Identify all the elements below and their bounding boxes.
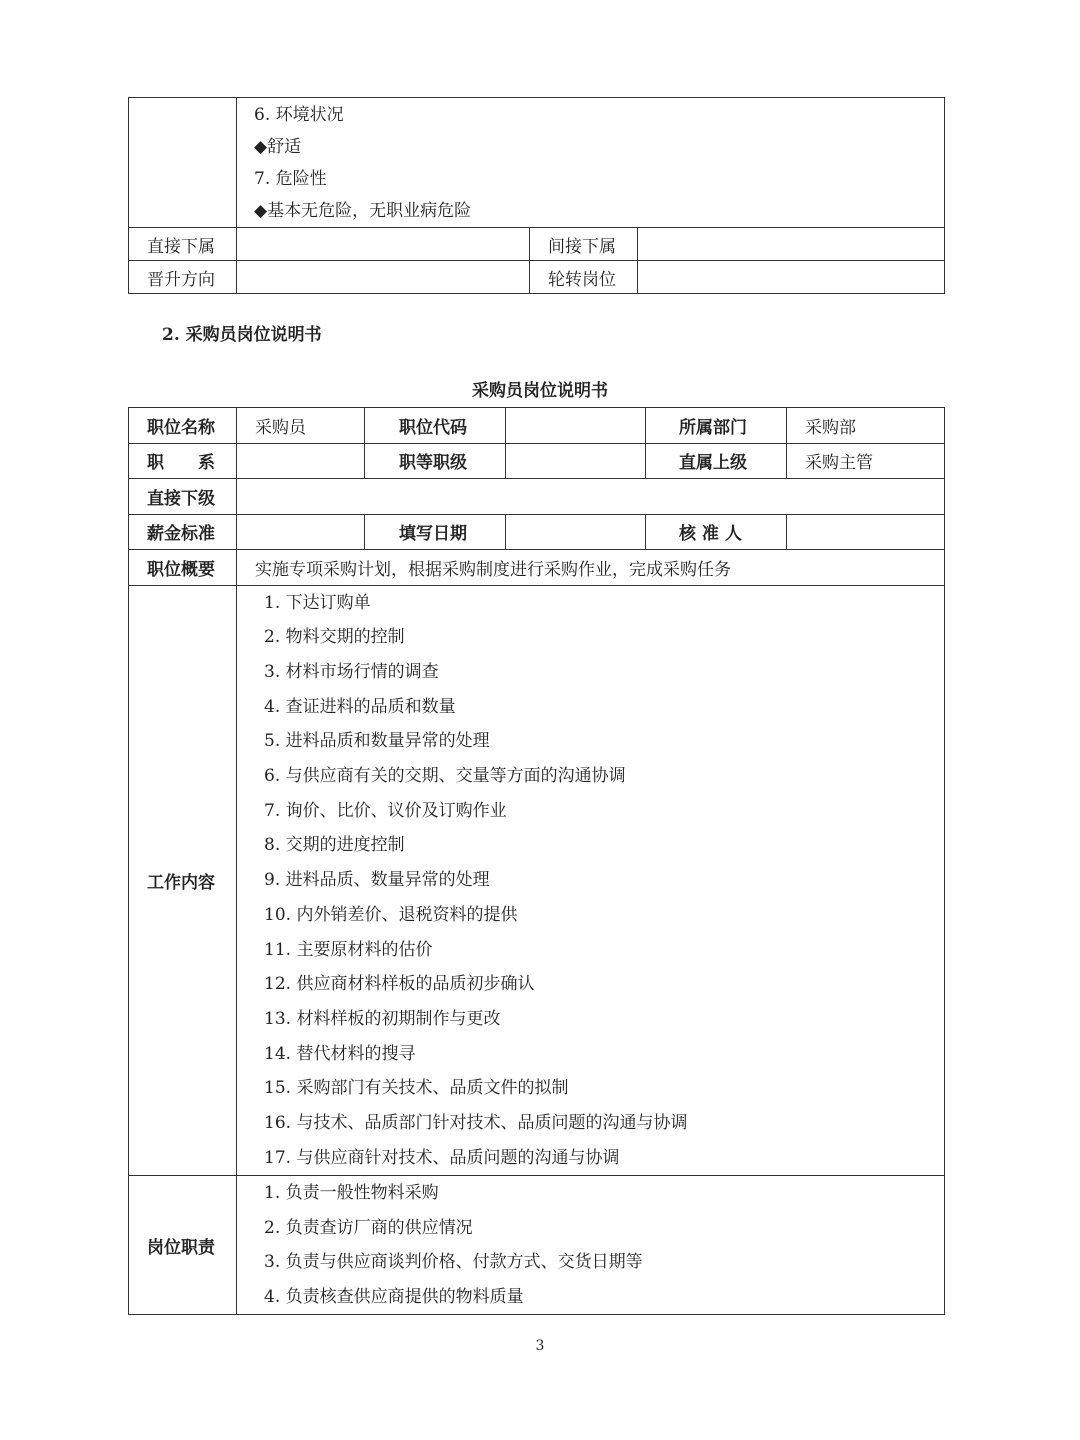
work-content-item: 17. 与供应商针对技术、品质问题的沟通与协调: [264, 1147, 620, 1168]
salary-label: 薪金标准: [129, 514, 237, 550]
grade-label: 职等职级: [365, 443, 506, 479]
series-value: [237, 443, 365, 479]
environment-line: ◆舒适: [254, 137, 302, 157]
grade-value: [506, 443, 646, 479]
duties-item: 1. 负责一般性物料采购: [264, 1183, 439, 1204]
position-name-label: 职位名称: [129, 408, 237, 444]
direct-subordinate-value: [237, 228, 530, 261]
work-content-label: 工作内容: [129, 585, 237, 1176]
environment-cell: [237, 98, 945, 228]
work-content-item: 1. 下达订购单: [264, 592, 371, 613]
series-label: 职 系: [129, 443, 237, 479]
summary-label: 职位概要: [129, 550, 237, 586]
duties-label: 岗位职责: [129, 1176, 237, 1315]
section-heading: 2. 采购员岗位说明书: [162, 325, 322, 345]
work-content-item: 12. 供应商材料样板的品质初步确认: [264, 974, 535, 995]
work-content-item: 15. 采购部门有关技术、品质文件的拟制: [264, 1078, 569, 1099]
work-content-list: [237, 585, 945, 1176]
duties-item: 3. 负责与供应商谈判价格、付款方式、交货日期等: [264, 1252, 643, 1273]
subordinate-label: 直接下级: [129, 479, 237, 515]
purchaser-job-table: [128, 407, 945, 1315]
subordinate-value: [237, 479, 945, 515]
work-content-item: 8. 交期的进度控制: [264, 835, 405, 856]
duties-item: 2. 负责查访厂商的供应情况: [264, 1217, 473, 1238]
environment-line: 6. 环境状况: [254, 105, 344, 125]
work-content-item: 10. 内外销差价、退税资料的提供: [264, 904, 518, 925]
superior-label: 直属上级: [646, 443, 787, 479]
position-code-label: 职位代码: [365, 408, 506, 444]
work-content-item: 4. 查证进料的品质和数量: [264, 696, 456, 717]
fill-date-label: 填写日期: [365, 514, 506, 550]
fill-date-value: [506, 514, 646, 550]
rotation-value: [638, 261, 945, 294]
promotion-value: [237, 261, 530, 294]
work-content-item: 5. 进料品质和数量异常的处理: [264, 731, 490, 752]
work-content-item: 13. 材料样板的初期制作与更改: [264, 1008, 501, 1029]
work-content-item: 9. 进料品质、数量异常的处理: [264, 870, 490, 891]
position-code-value: [506, 408, 646, 444]
direct-subordinate-label: 直接下属: [129, 228, 237, 261]
previous-position-table: [128, 97, 945, 294]
rotation-label: 轮转岗位: [530, 261, 638, 294]
approver-label: 核 准 人: [646, 514, 787, 550]
position-name-value: 采购员: [237, 408, 365, 444]
indirect-subordinate-label: 间接下属: [530, 228, 638, 261]
department-value: 采购部: [787, 408, 945, 444]
work-content-item: 16. 与技术、品质部门针对技术、品质问题的沟通与协调: [264, 1113, 688, 1134]
environment-left-cell: [129, 98, 237, 228]
duties-item: 4. 负责核查供应商提供的物料质量: [264, 1286, 524, 1307]
work-content-item: 3. 材料市场行情的调查: [264, 661, 439, 682]
summary-value: 实施专项采购计划，根据采购制度进行采购作业，完成采购任务: [237, 550, 945, 586]
table-title: 采购员岗位说明书: [472, 381, 608, 401]
environment-line: 7. 危险性: [254, 169, 327, 189]
department-label: 所属部门: [646, 408, 787, 444]
duties-list: [237, 1176, 945, 1315]
work-content-item: 7. 询价、比价、议价及订购作业: [264, 800, 507, 821]
page-number: 3: [535, 1338, 545, 1354]
work-content-item: 2. 物料交期的控制: [264, 627, 405, 648]
promotion-label: 晋升方向: [129, 261, 237, 294]
work-content-item: 11. 主要原材料的估价: [264, 939, 433, 960]
environment-line: ◆基本无危险，无职业病危险: [254, 201, 472, 221]
superior-value: 采购主管: [787, 443, 945, 479]
salary-value: [237, 514, 365, 550]
approver-value: [787, 514, 945, 550]
indirect-subordinate-value: [638, 228, 945, 261]
work-content-item: 14. 替代材料的搜寻: [264, 1043, 416, 1064]
work-content-item: 6. 与供应商有关的交期、交量等方面的沟通协调: [264, 766, 626, 787]
